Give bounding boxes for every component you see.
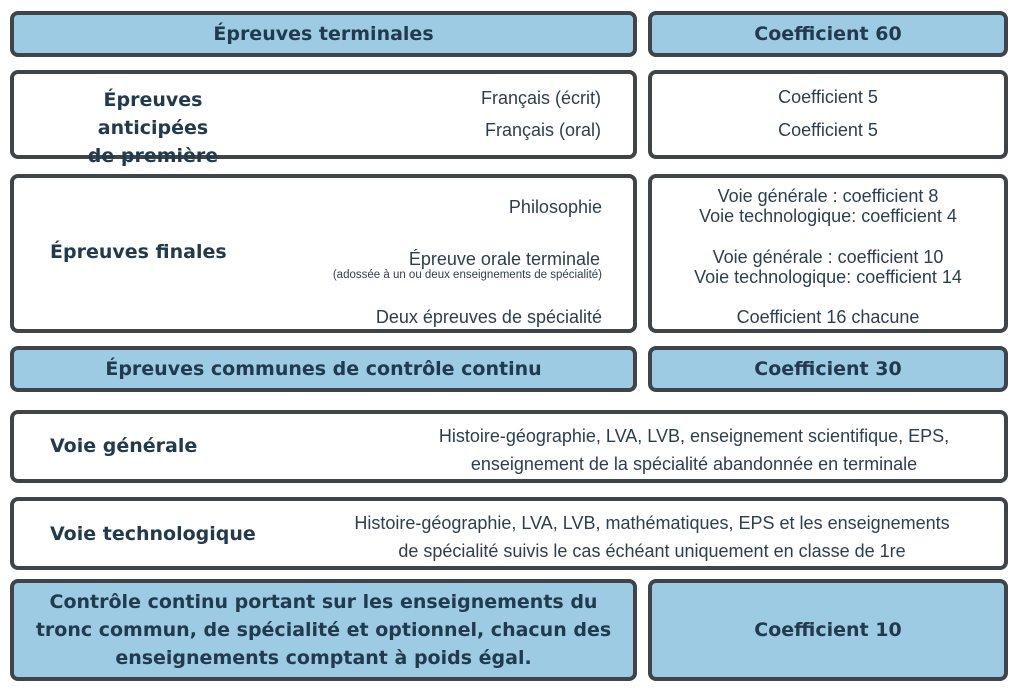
techno-line2: de spécialité suivis le cas échéant uniquement en classe de 1re	[398, 541, 906, 561]
controle-line2: tronc commun, de spécialité et optionnel, chacun des	[35, 619, 612, 641]
finales-coef-philo-techno: Voie technologique: coefficient 4	[699, 206, 957, 226]
finales-coef-specialite: Coefficient 16 chacune	[736, 307, 920, 327]
finales-oral: Épreuve orale terminale	[408, 249, 600, 269]
finales-label: Épreuves finales	[50, 241, 227, 263]
anticipees-item-ecrit: Français (écrit)	[480, 88, 601, 108]
anticipees-label-line1: Épreuves anticipées	[97, 89, 209, 139]
finales-coef-philo-generale: Voie générale : coefficient 8	[717, 186, 939, 206]
terminal-coef: Coefficient 60	[754, 23, 902, 45]
generale-label: Voie générale	[50, 435, 198, 457]
generale-line1: Histoire-géographie, LVA, LVB, enseignement scientifique, EPS,	[438, 426, 950, 446]
communes-coef-box	[648, 346, 1008, 392]
finales-coef-oral-generale: Voie générale : coefficient 10	[712, 247, 944, 267]
finales-oral-note: (adossée à un ou deux enseignements de spécialité)	[332, 269, 602, 281]
controle-box	[10, 579, 637, 681]
controle-line1: Contrôle continu portant sur les enseignements du	[49, 591, 598, 613]
anticipees-label-line2: de première	[87, 145, 219, 167]
terminal-header: Épreuves terminales	[213, 23, 434, 45]
controle-coef: Coefficient 10	[754, 619, 902, 641]
anticipees-coef-ecrit: Coefficient 5	[778, 87, 878, 107]
techno-label: Voie technologique	[50, 523, 256, 545]
techno-box	[10, 497, 1008, 570]
controle-text	[14, 583, 633, 677]
generale-box	[10, 410, 1008, 483]
anticipees-box	[10, 70, 637, 167]
finales-coef-oral-techno: Voie technologique: coefficient 14	[694, 267, 962, 287]
terminal-header-box	[10, 11, 637, 57]
controle-line3: enseignements comptant à poids égal.	[115, 647, 532, 669]
finales-box	[10, 174, 637, 333]
anticipees-item-oral: Français (oral)	[484, 120, 601, 140]
communes-header: Épreuves communes de contrôle continu	[105, 358, 542, 380]
communes-coef: Coefficient 30	[754, 358, 902, 380]
anticipees-coef-oral: Coefficient 5	[778, 120, 878, 140]
communes-header-box	[10, 346, 637, 392]
anticipees-label	[48, 86, 258, 170]
controle-coef-box	[648, 579, 1008, 681]
finales-coef-box	[648, 174, 1008, 333]
anticipees-coef-box	[648, 70, 1008, 159]
generale-line2: enseignement de la spécialité abandonnée en terminale	[470, 454, 918, 474]
techno-line1: Histoire-géographie, LVA, LVB, mathématiques, EPS et les enseignements	[354, 513, 950, 533]
finales-philo: Philosophie	[508, 197, 602, 217]
terminal-coef-box	[648, 11, 1008, 57]
finales-specialite: Deux épreuves de spécialité	[375, 307, 602, 327]
